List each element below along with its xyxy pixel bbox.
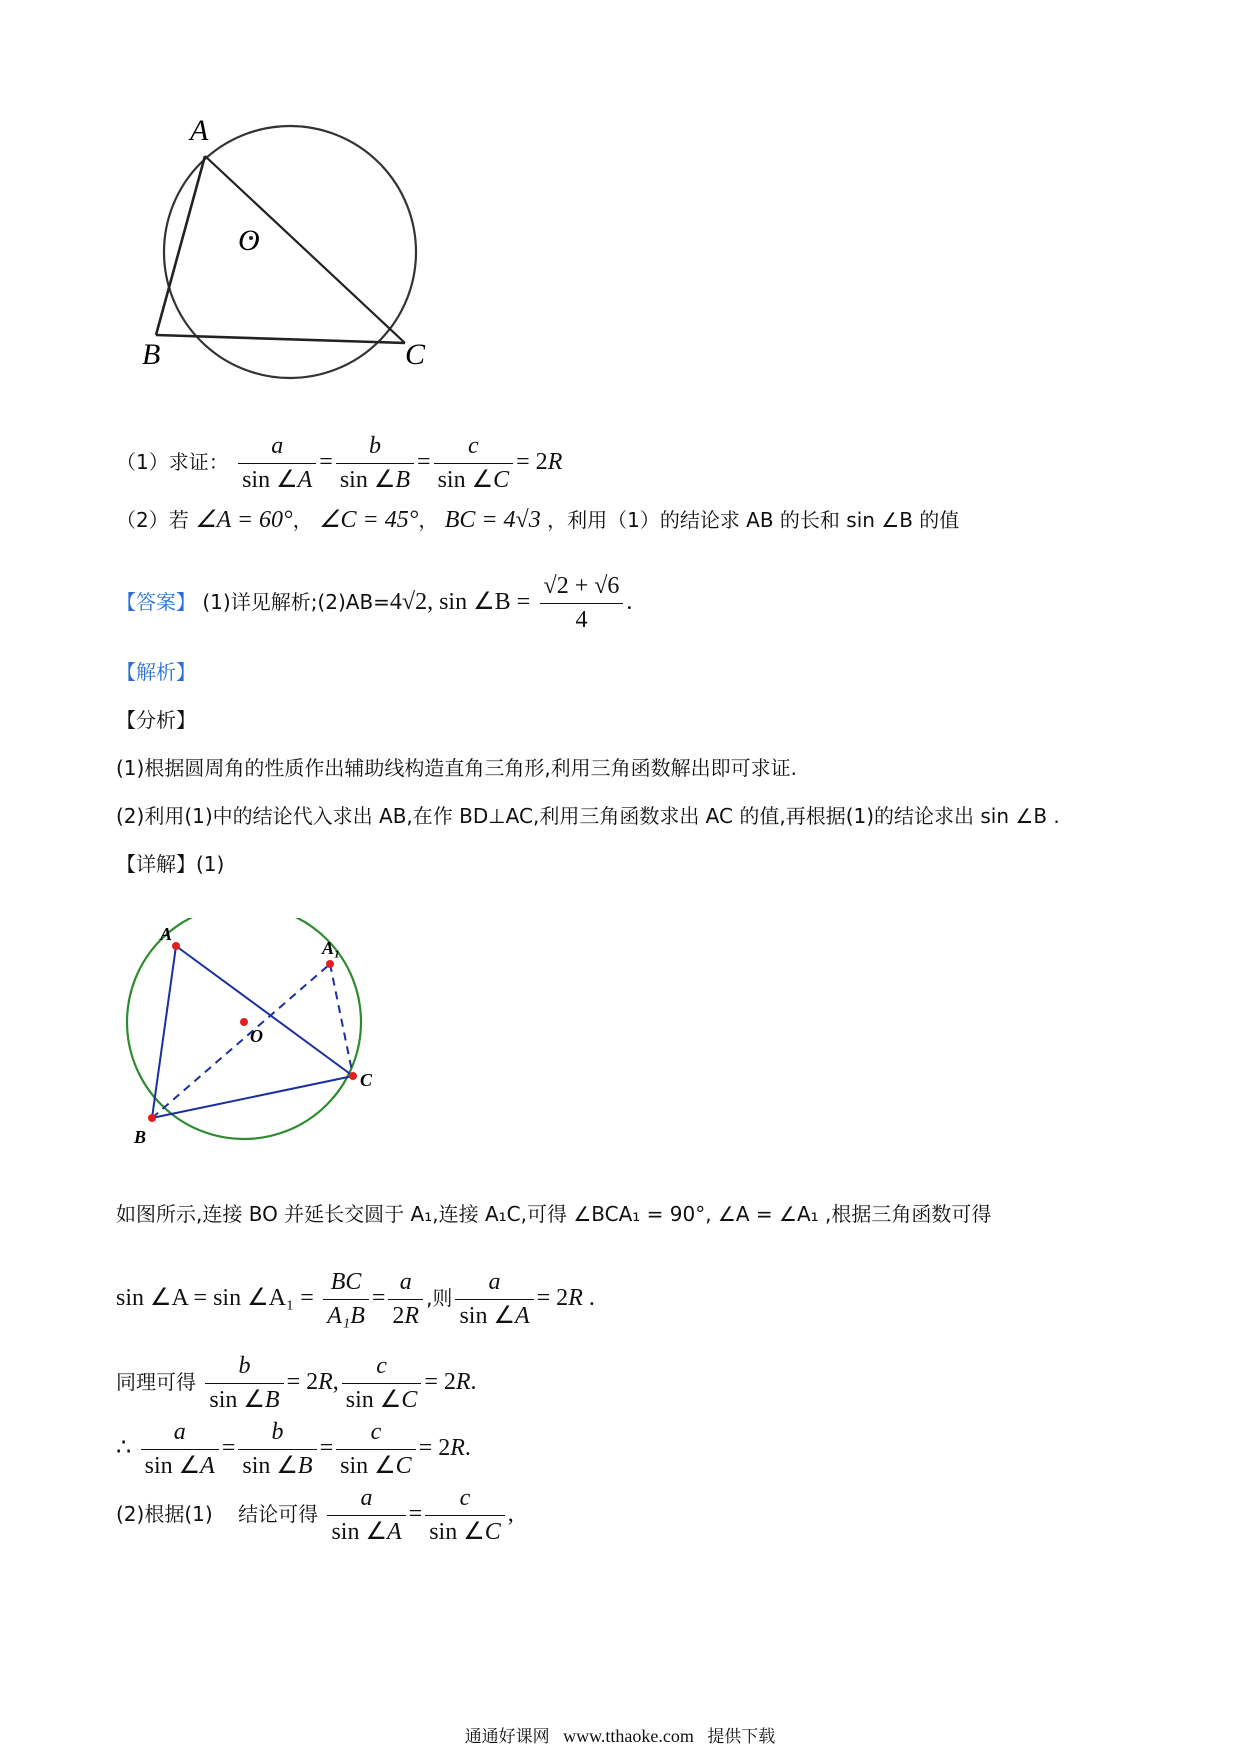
side-ac	[205, 156, 405, 343]
line-bc	[152, 1076, 353, 1118]
analysis-line-2: (2)利用(1)中的结论代入求出 AB,在作 BD⊥AC,利用三角函数求出 AC 的值,再根据(1)的结论求出 sin ∠B .	[116, 804, 1060, 828]
solution-line-1: 如图所示,连接 BO 并延长交圆于 A₁,连接 A₁C,可得 ∠BCA₁ = 90°, ∠A = ∠A₁ ,根据三角函数可得	[116, 1202, 992, 1226]
point-a1	[326, 960, 334, 968]
label-o: O	[238, 224, 260, 257]
solution-line-3: 同理可得 $\frac{b}{\sin \angle B}$ = 2R, $\frac{c}{\sin \angle C}$ = 2R.	[116, 1353, 477, 1413]
line-ab	[152, 946, 176, 1118]
question-2: （2）若 ∠A = 60°， ∠C = 45°， BC = 4√3 ，利用（1）的结论求 AB 的长和 sin ∠B 的值	[116, 507, 960, 533]
answer-tag: 【答案】	[116, 589, 196, 614]
point-b	[148, 1114, 156, 1122]
label2-o: O	[250, 1026, 263, 1046]
angle-c-value: ∠C = 45°	[319, 507, 419, 533]
analysis-line-1: (1)根据圆周角的性质作出辅助线构造直角三角形,利用三角函数解出即可求证.	[116, 756, 798, 780]
detail-tag: 【详解】(1)	[116, 852, 225, 876]
solution-line-5: (2)根据(1) 结论可得 $\frac{a}{\sin \angle A}$ = $\frac{c}{\sin \angle C}$ ,	[116, 1485, 514, 1545]
solution-line-4: ∴ $\frac{a}{\sin \angle A}$ = $\frac{b}{\sin \angle B}$ = $\frac{c}{\sin \angle C}$ = 2R.	[116, 1419, 471, 1479]
label2-a: A	[160, 924, 173, 944]
point-c	[349, 1072, 357, 1080]
footer-url[interactable]: www.tthaoke.com	[563, 1726, 694, 1746]
bc-value: BC = 4√3	[444, 507, 541, 533]
label-c: C	[405, 338, 426, 371]
ab-value: 4√2	[389, 588, 428, 615]
label-b: B	[142, 338, 161, 371]
side-bc	[156, 335, 405, 343]
line-a1c-dashed	[330, 964, 353, 1076]
page-footer	[0, 1722, 1240, 1747]
figure-circle-triangle	[130, 110, 460, 410]
answer-line: 【答案】 (1)详见解析;(2)AB=4√2, sin ∠B = $\frac{√2 + √6}{4}$ .	[116, 573, 633, 633]
figure-construction	[110, 918, 430, 1148]
footer-download-text: 提供下载	[707, 1727, 776, 1747]
footer-site-name: 通通好课网	[464, 1727, 550, 1747]
line-ba1-dashed	[152, 964, 330, 1118]
solution-line-2: sin ∠A = sin ∠A₁ = $\frac{BC}{\text{A₁B}}$ = $\frac{a}{2R}$ ,则 $\frac{a}{\sin \angle A}$ = 2R .	[116, 1269, 595, 1329]
angle-a-value: ∠A = 60°	[195, 507, 293, 533]
point-a	[172, 942, 180, 950]
question-1: （1）求证： $\frac{a}{\sin \angle A}$ = $\frac{b}{\sin \angle B}$ = $\frac{c}{\sin \angle C}$ = 2R	[116, 433, 563, 493]
analysis-subtag: 【分析】	[116, 708, 196, 732]
label2-a1: A₁	[322, 938, 341, 958]
label-a: A	[190, 114, 209, 147]
analysis-tag: 【解析】	[116, 660, 196, 684]
label2-b: B	[134, 1127, 147, 1147]
point-o	[240, 1018, 248, 1026]
label2-c: C	[360, 1070, 373, 1090]
